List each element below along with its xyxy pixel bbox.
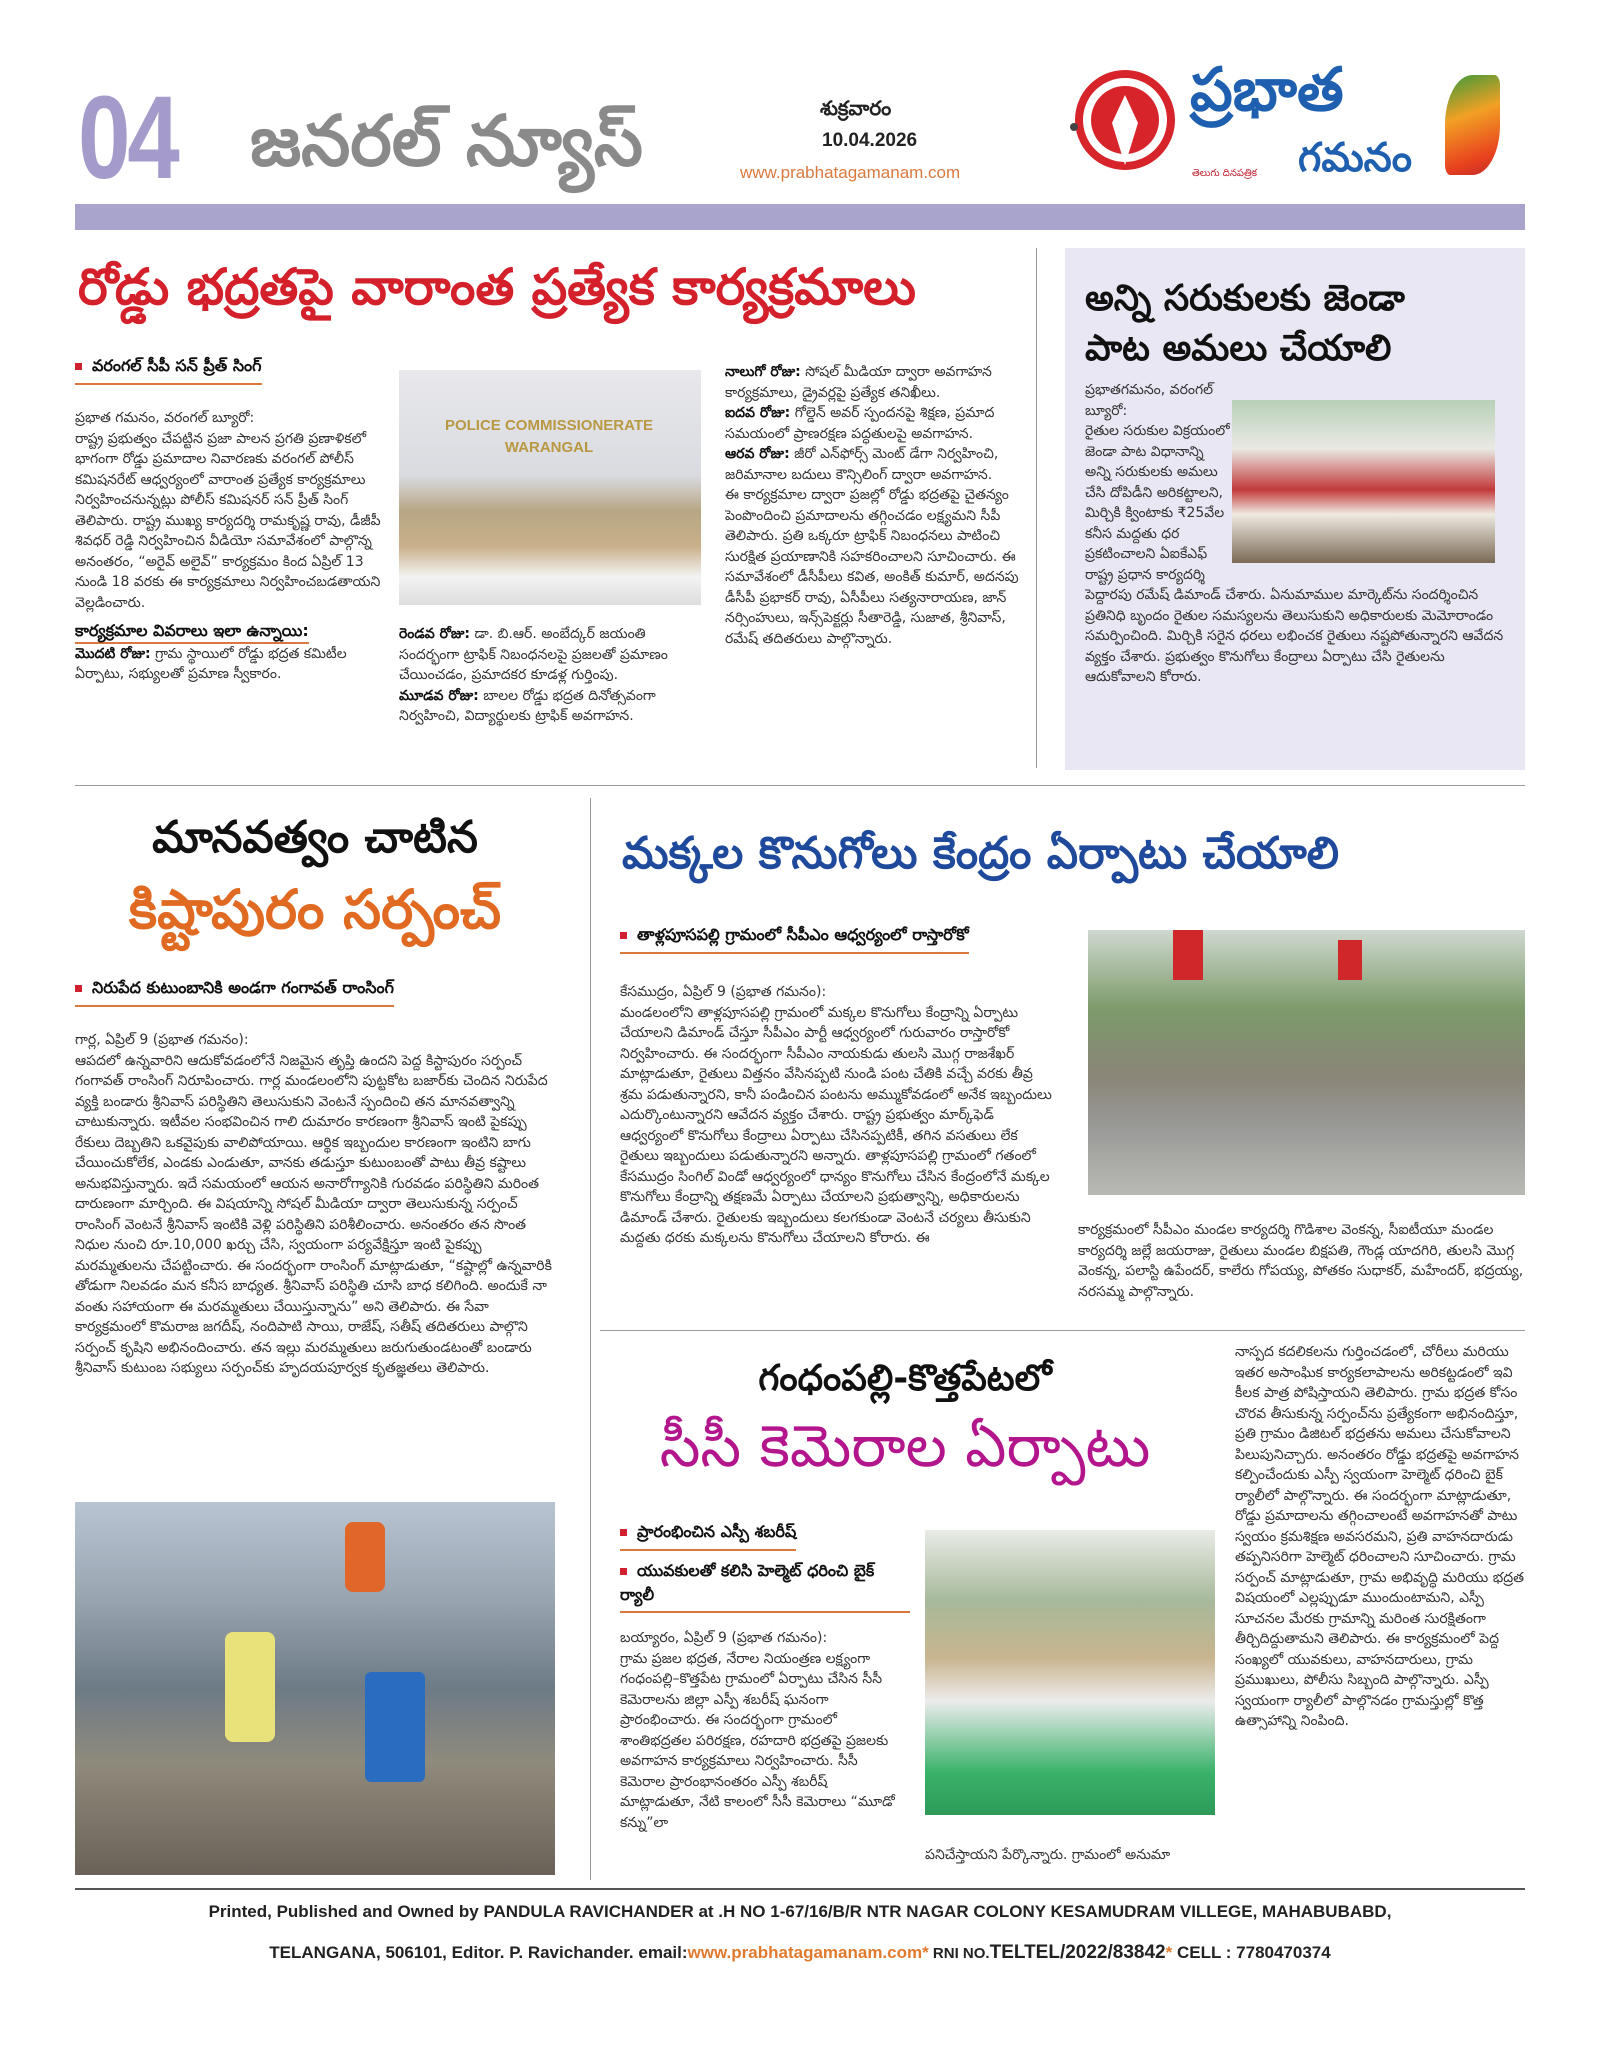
sarpanch-headline-2: కిష్టాపురం సర్పంచ్ (128, 878, 502, 941)
sarpanch-headline-1: మానవత్వం చాటిన (152, 812, 478, 863)
footer-imprint-1: Printed, Published and Owned by PANDULA RAVICHANDER at .H NO 1-67/16/B/R NTR NAGAR COLONY KESAMUDRAM VILLEGE, MAHABUBABD, (208, 1902, 1392, 1921)
cctv-photo-caption: పనిచేస్తాయని పేర్కొన్నారు. గ్రామంలో అనుమా (925, 1847, 1171, 1863)
cctv-body: బయ్యారం, ఏప్రిల్ 9 (ప్రభాత గమనం): గ్రామ ప్రజల భద్రత, నేరాల నియంత్రణ లక్ష్యంగా గంధంపల్లి–కొత్తపేట గ్రామంలో ఏర్పాటు చేసిన సీసీ కెమెరాలను జిల్లా ఎస్పీ శబరీష్ ఘనంగా ప్రారంభించారు. ఈ సందర్భంగా గ్రామంలో శాంతిభద్రతల పరిరక్షణ, రహదారి భద్రతపై ప్రజలకు అవగాహన కార్యక్రమాలు నిర్వహించారు. సీసీ కెమెరాల ప్రారంభానంతరం ఎస్పీ శబరీష్ మాట్లాడుతూ, నేటి కాలంలో సీసీ కెమెరాలు “మూడో కన్ను”లా (620, 1630, 895, 1831)
chilli-headline-1: అన్ని సరుకులకు జెండా (1085, 278, 1405, 319)
schedule-subhead: కార్యక్రమాల వివరాలు ఇలా ఉన్నాయి: (75, 621, 309, 644)
chilli-story-box (1065, 248, 1525, 770)
column-divider-2 (590, 798, 591, 1880)
road-safety-col1: ప్రభాత గమనం, వరంగల్ బ్యూరో: రాష్ట్ర ప్రభుత్వం చేపట్టిన ప్రజా పాలన ప్రగతి ప్రణాళికలో భాగంగా రోడ్డు ప్రమాదాల నివారణకు వరంగల్ పోలీస్ కమిషనరేట్ ఆధ్వర్యంలో వారాంత ప్రత్యేక కార్యక్రమాలు నిర్వహించనున్నట్లు పోలీస్ కమిషనర్ సన్ ప్రీత్ సింగ్ తెలిపారు. రాష్ట్ర ముఖ్య కార్యదర్శి రామకృష్ణ రావు, డీజీపీ శివధర్ రెడ్డి నిర్వహించిన వీడియో సమావేశంలో పాల్గొన్న అనంతరం, “అరైవ్ అలైవ్” కార్యక్రమం కింద ఏప్రిల్ 13 నుండి 18 వరకు ఈ కార్యక్రమాలు నిర్వహించబడతాయని వెల్లడించారు. కార్యక్రమాల వివరాలు ఇలా ఉన్నాయి: మొదటి రోజు: గ్రామ స్థాయిలో రోడ్డు భద్రత కమిటీల ఏర్పాటు, సభ్యులతో ప్రమాణ స్వీకారం. (75, 410, 381, 682)
logo-name-2: గమనం (1298, 135, 1412, 181)
website-link[interactable]: www.prabhatagamanam.com (740, 163, 961, 182)
maize-kicker: తాళ్లపూసపల్లి గ్రామంలో సీపీఎం ఆధ్వర్యంలో రాస్తారోకో (620, 925, 969, 954)
footer-rule (75, 1888, 1525, 1890)
cctv-headline-1: గంధంపల్లి-కొత్తపేటలో (758, 1358, 1052, 1399)
house-repair-photo (75, 1502, 555, 1875)
maize-continuation: కార్యక్రమంలో సీపీఎం మండల కార్యదర్శి గొడిశాల వెంకన్న, సీఐటీయూ మండల కార్యదర్శి జల్లే జయరాజు, రైతులు మండల బిక్షపతి, గౌండ్ల యాదగిరి, తులసి మొగ్గ వెంకన్న, పలాస్టి ఉపేందర్, కాలేరు గోపయ్య, పోతకం సుధాకర్, మహేందర్, భద్రయ్య, నరసమ్మ పాల్గొన్నారు. (1078, 1222, 1524, 1300)
cctv-kicker-1: ప్రారంభించిన ఎస్పీ శబరీష్ (620, 1522, 796, 1551)
page-number: 04 (78, 72, 177, 204)
chilli-headline-2: పాట అమలు చేయాలి (1085, 328, 1392, 369)
road-safety-kicker: వరంగల్ సీపీ సన్ ప్రీత్ సింగ్ (75, 356, 262, 385)
rasta-roko-photo (1088, 930, 1525, 1195)
logo-tagline: తెలుగు దినపత్రిక (1192, 168, 1258, 179)
maize-headline: మక్కల కొనుగోలు కేంద్రం ఏర్పాటు చేయాలి (622, 828, 1339, 879)
header-bar (75, 204, 1525, 230)
pen-nib-logo-icon (1070, 65, 1180, 185)
sarpanch-body: గార్ల, ఏప్రిల్ 9 (ప్రభాత గమనం): ఆపదలో ఉన్నవారిని ఆదుకోవడంలోనే నిజమైన తృప్తి ఉందని పెద్ద కిస్టాపురం సర్పంచ్ గంగావత్ రాంసింగ్ నిరూపించారు. గార్ల మండలంలోని పుట్టకోట బజార్‌కు చెందిన నిరుపేద వ్యక్తి బండారు శ్రీనివాస్ పరిస్థితిని తెలుసుకుని వెంటనే స్పందించి తన మానవత్వాన్ని చాటుకున్నారు. ఇటీవల సంభవించిన గాలి దుమారం కారణంగా శ్రీనివాస్ ఇంటి పైకప్పు రేకులు దెబ్బతిని ఒకవైపుకు వాలిపోయాయి. ఆర్థిక ఇబ్బందుల కారణంగా ఇంటిని బాగు చేయించుకోలేక, ఎండకు ఎండుతూ, వానకు తడుస్తూ కుటుంబంతో పాటు తీవ్ర కష్టాలు అనుభవిస్తున్నారు. ఇదే సమయంలో ఆయన అనారోగ్యానికి గురవడం పరిస్థితిని మరింత దారుణంగా మార్చింది. ఈ విషయాన్ని సోషల్ మీడియా ద్వారా తెలుసుకున్న సర్పంచ్ రాంసింగ్ వెంటనే శ్రీనివాస్ ఇంటికి వెళ్లి పరిస్థితిని పరిశీలించారు. అనంతరం తన సొంత నిధుల నుంచి రూ.10,000 ఖర్చు చేసి, స్వయంగా పర్యవేక్షిస్తూ ఇంటి పైకప్పు మరమ్మతులను చేపట్టించారు. ఈ సందర్భంగా రాంసింగ్ మాట్లాడుతూ, “కష్టాల్లో ఉన్నవారికి తోడుగా నిలవడం మన కనీస బాధ్యత. శ్రీనివాస్ పరిస్థితి చూసి బాధ కలిగింది. అందుకే నా వంతు సహాయంగా ఈ మరమ్మతులు చేయిస్తున్నాను” అని తెలిపారు. ఈ సేవా కార్యక్రమంలో కొమరాజ జగదీష్, నందిపాటి సాయి, రాజేష్, సతీష్ తదితరులు పాల్గొని సర్పంచ్ కృషిని అభినందించారు. తన ఇల్లు మరమ్మతులు జరుగుతుండటంతో బండారు శ్రీనివాస్ కుటుంబ సభ్యులు సర్పంచ్‌కు హృదయపూర్వక కృతజ్ఞతలు తెలిపారు. (75, 1032, 552, 1376)
maize-body: కేసముద్రం, ఏప్రిల్ 9 (ప్రభాత గమనం): మండలంలోని తాళ్లపూసపల్లి గ్రామంలో మక్కల కొనుగోలు కేంద్రాన్ని ఏర్పాటు చేయాలని డిమాండ్ చేస్తూ సీపీఎం పార్టీ ఆధ్వర్యంలో గురువారం రాస్తారోకో నిర్వహించారు. ఈ సందర్భంగా సీపీఎం నాయకుడు తులసి మొగ్గ రాజశేఖర్ మాట్లాడుతూ, రైతులు విత్తనం వేసినప్పటి నుండి పంట చేతికి వచ్చే వరకు తీవ్ర శ్రమ పడుతున్నారని, కానీ పండించిన పంటను అమ్ముకోవడంలో అనేక ఇబ్బందులు ఎదుర్కొంటున్నారని ఆవేదన వ్యక్తం చేశారు. రాష్ట్ర ప్రభుత్వం మార్క్‌ఫెడ్ ఆధ్వర్యంలో కొనుగోలు కేంద్రాలు ఏర్పాటు చేసినప్పటికీ, తగిన వసతులు లేక రైతులు ఇబ్బందులు పడుతున్నారని అన్నారు. తాళ్లపూసపల్లి గ్రామంలో గతంలో కేసముద్రం సింగిల్ విండో ఆధ్వర్యంలో ధాన్యం కొనుగోలు చేసిన కేంద్రంలోనే మక్కల కొనుగోలు కేంద్రాన్ని తక్షణమే ఏర్పాటు చేయాలని ప్రభుత్వాన్ని, అధికారులను డిమాండ్ చేశారు. రైతులకు ఇబ్బందులు కలగకుండా వెంటనే చర్యలు తీసుకుని మద్దతు ధరకు మక్కలను కొనుగోలు చేయాలని కోరారు. ఈ (620, 984, 1052, 1246)
bike-rally-photo (925, 1530, 1215, 1815)
logo-name: ప్రభాత (1190, 55, 1344, 125)
section-divider (75, 785, 1525, 786)
masthead-logo (1070, 55, 1510, 195)
cctv-headline-2: సీసీ కెమెరాల ఏర్పాటు (659, 1412, 1151, 1480)
road-safety-col2: రెండవ రోజు: డా. బి.ఆర్. అంబేద్కర్ జయంతి సందర్భంగా ట్రాఫిక్ నిబంధనలపై ప్రజలతో ప్రమాణం చేయించడం, ప్రమాదకర కూడళ్ల గుర్తింపు. మూడవ రోజు: బాలల రోడ్డు భద్రత దినోత్సవంగా నిర్వహించి, విద్యార్థులకు ట్రాఫిక్ అవగాహన. (399, 626, 668, 724)
footer-website-link[interactable]: www.prabhatagamanam.com (687, 1943, 923, 1962)
issue-date: 10.04.2026 (822, 130, 918, 151)
section-title: జనరల్ న్యూస్ (250, 100, 643, 182)
chilli-body: ప్రభాతగమనం, వరంగల్ బ్యూరో: రైతుల సరుకుల విక్రయంలో జెండా పాట విధానాన్ని అన్ని సరుకులకు అమలు చేసి దోపిడీని అరికట్టాలని, మిర్చికి క్వింటాకు ₹25వేల కనీస మద్దతు ధర ప్రకటించాలని ఏఐకేఎఫ్ రాష్ట్ర ప్రధాన కార్యదర్శి పెద్దారపు రమేష్ డిమాండ్ చేశారు. ఏనుమాముల మార్కెట్‌ను సందర్శించిన ప్రతినిధి బృందం రైతుల సమస్యలను తెలుసుకుని అధికారులకు మెమోరాండం సమర్పించింది. మిర్చికి సరైన ధరలు లభించక రైతులు నష్టపోతున్నారని ఆవేదన వ్యక్తం చేశారు. ప్రభుత్వం కొనుగోలు కేంద్రాలు ఏర్పాటు చేసి రైతులను ఆదుకోవాలని కోరారు. (1085, 382, 1504, 685)
police-commissionerate-photo: POLICE COMMISSIONERATE WARANGAL (399, 370, 701, 605)
weekday: శుక్రవారం (820, 96, 892, 120)
column-divider (1036, 248, 1037, 768)
leaf-decoration-icon (1445, 75, 1500, 175)
sarpanch-kicker: నిరుపేద కుటుంబానికి అండగా గంగావత్ రాంసింగ్ (75, 978, 394, 1007)
road-safety-col3: నాలుగో రోజు: సోషల్ మీడియా ద్వారా అవగాహన కార్యక్రమాలు, డ్రైవర్లపై ప్రత్యేక తనిఖీలు. ఐదవ రోజు: గోల్డెన్ అవర్ స్పందనపై శిక్షణ, ప్రమాద సమయంలో ప్రాణరక్షణ పద్ధతులపై అవగాహన. ఆరవ రోజు: జీరో ఎన్‌ఫోర్స్ మెంట్ డేగా నిర్వహించి, జరిమానాల బదులు కౌన్సిలింగ్ ద్వారా అవగాహన. ఈ కార్యక్రమాల ద్వారా ప్రజల్లో రోడ్డు భద్రతపై చైతన్యం పెంపొందించి ప్రమాదాలను తగ్గించడం లక్ష్యమని సీపీ తెలిపారు. ప్రతి ఒక్కరూ ట్రాఫిక్ నిబంధనలు పాటించి సురక్షిత ప్రయాణానికి సహకరించాలని సూచించారు. ఈ సమావేశంలో డీసీపీలు కవిత, అంకిత్ కుమార్, అదనపు డీసీపీ ప్రభాకర్ రావు, ఏసీపీలు సత్యనారాయణ, జాన్ నర్సింహులు, ఇన్స్‌పెక్టర్లు సీతారెడ్డి, సుజాత, శ్రీనివాస్, రమేష్ తదితరులు పాల్గొన్నారు. (725, 364, 1019, 647)
cctv-kicker-2: యువకులతో కలిసి హెల్మెట్ ధరించి బైక్ ర్యాలీ (620, 1559, 910, 1613)
section-divider-3 (600, 1330, 1525, 1331)
road-safety-headline: రోడ్డు భద్రతపై వారాంత ప్రత్యేక కార్యక్రమాలు (78, 258, 916, 316)
cctv-continuation: నాస్పద కదలికలను గుర్తించడంలో, చోరీలు మరియు ఇతర అసాంఘిక కార్యకలాపాలను అరికట్టడంలో ఇవి కీలక పాత్ర పోషిస్తాయని తెలిపారు. గ్రామ భద్రత కోసం చొరవ తీసుకున్న సర్పంచ్‌ను ప్రత్యేకంగా అభినందిస్తూ, ప్రతి గ్రామం డిజిటల్ భద్రతను అమలు చేసుకోవాలని పిలుపునిచ్చారు. అనంతరం రోడ్డు భద్రతపై అవగాహన కల్పించేందుకు ఎస్పీ స్వయంగా హెల్మెట్ ధరించి బైక్ ర్యాలీలో పాల్గొన్నారు. ఈ సందర్భంగా మాట్లాడుతూ, రోడ్డు ప్రమాదాలను తగ్గించాలంటే అవగాహనతో పాటు స్వయం క్రమశిక్షణ అవసరమని, ప్రతి వాహనదారుడు తప్పనిసరిగా హెల్మెట్ ధరించాలని సూచించారు. గ్రామ సర్పంచ్ మాట్లాడుతూ, గ్రామ అభివృద్ధి మరియు భద్రత విషయంలో ఎల్లప్పుడూ ముందుంటామని, ఎస్పీ సూచనల మేరకు గ్రామాన్ని మరింత సురక్షితంగా తీర్చిదిద్దుతామని తెలిపారు. ఈ కార్యక్రమంలో పెద్ద సంఖ్యలో యువకులు, వాహనదారులు, గ్రామ ప్రముఖులు, పోలీసు సిబ్బంది పాల్గొన్నారు. ఎస్పీ స్వయంగా ర్యాలీలో పాల్గొనడం గ్రామస్తుల్లో కొత్త ఉత్సాహాన్ని నింపింది. (1235, 1344, 1525, 1729)
footer-imprint-2: TELANGANA, 506101, Editor. P. Ravichander. email:www.prabhatagamanam.com* RNI NO.TELTEL/2022/83842* CELL : 7780470374 (269, 1942, 1331, 1963)
